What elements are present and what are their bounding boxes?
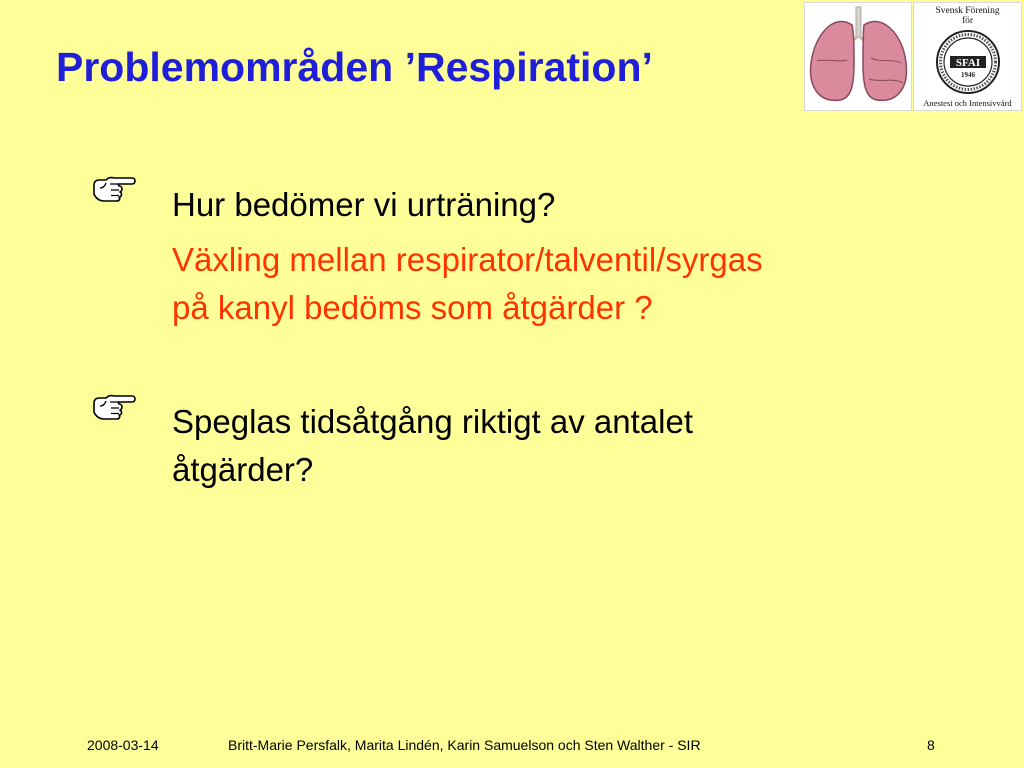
logo-line3: Anestesi och Intensivvård [923, 98, 1012, 108]
pointing-hand-icon [92, 176, 136, 202]
svg-text:SFAI: SFAI [955, 57, 981, 69]
bullet-1-subtext-line1: Växling mellan respirator/talventil/syrgas [172, 241, 763, 278]
sfai-logo [913, 2, 1022, 111]
bullet-1-text: Hur bedömer vi urträning? [172, 186, 556, 223]
footer-authors: Britt-Marie Persfalk, Marita Lindén, Karin Samuelson och Sten Walther - SIR [228, 737, 701, 753]
logo-line1: Svensk Förening [935, 6, 1000, 16]
bullet-1-subtext-line2: på kanyl bedöms som åtgärder ? [172, 289, 653, 326]
seal-emblem-icon [935, 29, 1001, 95]
logo-line2: för [961, 16, 974, 26]
page-number: 8 [927, 737, 935, 753]
lungs-illustration [804, 2, 912, 111]
footer-date: 2008-03-14 [87, 737, 159, 753]
bullet-2-text-line2: åtgärder? [172, 451, 314, 488]
pointing-hand-icon [92, 394, 136, 420]
bullet-2-text-line1: Speglas tidsåtgång riktigt av antalet [172, 403, 693, 440]
svg-text:1946: 1946 [961, 71, 975, 79]
slide-title: Problemområden ’Respiration’ [56, 44, 653, 90]
